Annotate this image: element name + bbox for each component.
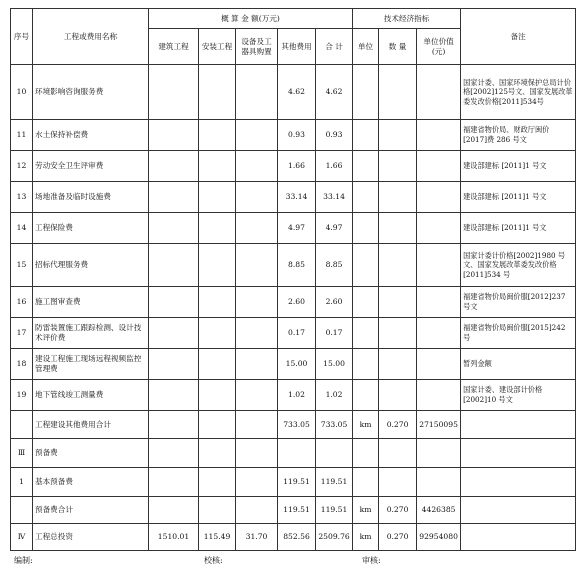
reviewed-by-label: 审核: [362, 556, 381, 565]
cell-other: 8.85 [278, 244, 316, 287]
cell-qty [379, 213, 417, 244]
cell-construction [149, 287, 199, 318]
cell-equipment [236, 349, 278, 380]
cell-other: 15.00 [278, 349, 316, 380]
cell-seq: 19 [11, 380, 33, 411]
prepared-by-label: 编制: [14, 556, 33, 565]
cell-unit [353, 244, 379, 287]
cell-unit [353, 439, 379, 468]
cell-unit-price [417, 349, 461, 380]
cell-construction [149, 182, 199, 213]
cell-installation [199, 120, 236, 151]
cell-equipment [236, 65, 278, 120]
cell-name: 防雷装置施工跟踪检测、设计技术评价费 [33, 318, 149, 349]
header-name: 工程或费用名称 [33, 9, 149, 65]
cell-qty [379, 468, 417, 497]
table-row [11, 213, 576, 244]
cell-seq: 18 [11, 349, 33, 380]
cell-installation [199, 287, 236, 318]
cell-remarks: 建设部建标 [2011]1 号文 [461, 213, 576, 244]
cell-installation [199, 213, 236, 244]
cell-other: 4.62 [278, 65, 316, 120]
table-body [11, 65, 576, 551]
cell-qty [379, 439, 417, 468]
cell-name: 建设工程施工现场远程视频监控管理费 [33, 349, 149, 380]
cell-other: 1.02 [278, 380, 316, 411]
cell-equipment [236, 213, 278, 244]
table-row [11, 349, 576, 380]
cell-qty [379, 349, 417, 380]
cell-construction [149, 497, 199, 524]
header-remarks: 备注 [461, 9, 576, 65]
table-row [11, 287, 576, 318]
cell-construction [149, 65, 199, 120]
cell-equipment [236, 182, 278, 213]
cell-seq: 12 [11, 151, 33, 182]
table-row [11, 65, 576, 120]
cell-equipment [236, 380, 278, 411]
cell-remarks: 暂列金额 [461, 349, 576, 380]
cell-qty [379, 182, 417, 213]
cell-seq [11, 411, 33, 439]
cell-construction [149, 213, 199, 244]
cell-remarks: 国家计委、国家环境保护总局计价格[2002]125号文、国家发展改革委发改价格[2011]534号 [461, 65, 576, 120]
cell-remarks: 福建省物价局闽价服[2012]237 号文 [461, 287, 576, 318]
cell-installation [199, 151, 236, 182]
cell-unit-price: 27150095 [417, 411, 461, 439]
cell-name: 基本预备费 [33, 468, 149, 497]
cell-remarks: 建设部建标 [2011]1 号文 [461, 151, 576, 182]
cell-equipment [236, 497, 278, 524]
header-qty: 数 量 [379, 29, 417, 65]
cell-remarks [461, 497, 576, 524]
cell-name: 劳动安全卫生评审费 [33, 151, 149, 182]
table-row [11, 468, 576, 497]
cell-unit [353, 318, 379, 349]
cell-other: 4.97 [278, 213, 316, 244]
cell-equipment [236, 287, 278, 318]
cell-equipment [236, 120, 278, 151]
cell-construction [149, 318, 199, 349]
table-row [11, 318, 576, 349]
header-equipment: 设备及工器具购置 [236, 29, 278, 65]
cell-seq: 15 [11, 244, 33, 287]
header-seq: 序号 [11, 9, 33, 65]
cell-unit: km [353, 497, 379, 524]
cell-qty: 0.270 [379, 411, 417, 439]
cell-total: 1.66 [316, 151, 353, 182]
cell-unit-price: 4426385 [417, 497, 461, 524]
cell-total: 8.85 [316, 244, 353, 287]
cell-unit-price [417, 318, 461, 349]
header-tech-group: 技术经济指标 [353, 9, 461, 29]
cell-seq: 1 [11, 468, 33, 497]
cell-remarks: 建设部建标 [2011]1 号文 [461, 182, 576, 213]
cell-name: 工程总投资 [33, 524, 149, 551]
cell-name: 招标代理服务费 [33, 244, 149, 287]
cell-total: 15.00 [316, 349, 353, 380]
cell-other [278, 439, 316, 468]
cell-name: 场地准备及临时设施费 [33, 182, 149, 213]
estimate-table [10, 8, 576, 551]
cell-qty [379, 380, 417, 411]
cell-unit: km [353, 524, 379, 551]
cell-unit-price [417, 287, 461, 318]
cell-remarks: 福建省物价局闽价服[2015]242 号 [461, 318, 576, 349]
cell-other: 733.05 [278, 411, 316, 439]
cell-name: 预备费 [33, 439, 149, 468]
checked-by-label: 校核: [204, 556, 223, 565]
cell-name: 水土保持补偿费 [33, 120, 149, 151]
estimate-sheet [10, 8, 575, 551]
cell-unit-price [417, 151, 461, 182]
cell-unit [353, 120, 379, 151]
header-construction: 建筑工程 [149, 29, 199, 65]
cell-remarks [461, 439, 576, 468]
cell-equipment: 31.70 [236, 524, 278, 551]
cell-unit-price [417, 244, 461, 287]
cell-construction [149, 468, 199, 497]
cell-installation [199, 182, 236, 213]
cell-total: 119.51 [316, 468, 353, 497]
cell-remarks: 国家计委计价格[2002]1980 号文、国家发展改革委发改价格[2011]534 号 [461, 244, 576, 287]
cell-other: 119.51 [278, 468, 316, 497]
cell-qty: 0.270 [379, 497, 417, 524]
cell-unit-price [417, 213, 461, 244]
cell-remarks: 福建省物价局、财政厅闽价[2017]费 286 号文 [461, 120, 576, 151]
cell-other: 852.56 [278, 524, 316, 551]
cell-other: 33.14 [278, 182, 316, 213]
cell-unit-price [417, 65, 461, 120]
cell-unit [353, 287, 379, 318]
cell-total: 0.17 [316, 318, 353, 349]
cell-seq: 14 [11, 213, 33, 244]
cell-total: 4.97 [316, 213, 353, 244]
header-unit: 单位 [353, 29, 379, 65]
cell-qty [379, 120, 417, 151]
cell-total [316, 439, 353, 468]
cell-unit: km [353, 411, 379, 439]
cell-name: 环境影响咨询服务费 [33, 65, 149, 120]
cell-unit [353, 213, 379, 244]
cell-construction [149, 244, 199, 287]
header-unit-price: 单位价值(元) [417, 29, 461, 65]
cell-unit-price [417, 468, 461, 497]
cell-installation: 115.49 [199, 524, 236, 551]
header-other: 其他费用 [278, 29, 316, 65]
cell-qty [379, 244, 417, 287]
table-row [11, 439, 576, 468]
table-row [11, 244, 576, 287]
cell-unit-price [417, 182, 461, 213]
cell-seq: 16 [11, 287, 33, 318]
cell-unit [353, 468, 379, 497]
cell-other: 2.60 [278, 287, 316, 318]
cell-total: 33.14 [316, 182, 353, 213]
cell-qty [379, 318, 417, 349]
cell-installation [199, 244, 236, 287]
cell-construction [149, 380, 199, 411]
cell-equipment [236, 151, 278, 182]
cell-remarks: 国家计委、建设部计价格[2002]10 号文 [461, 380, 576, 411]
cell-name: 施工图审查费 [33, 287, 149, 318]
cell-unit-price [417, 439, 461, 468]
cell-construction [149, 151, 199, 182]
table-row [11, 497, 576, 524]
cell-installation [199, 318, 236, 349]
cell-other: 0.17 [278, 318, 316, 349]
cell-remarks [461, 411, 576, 439]
header-estimate-group: 概 算 金 额(万元) [149, 9, 353, 29]
cell-total: 4.62 [316, 65, 353, 120]
cell-other: 1.66 [278, 151, 316, 182]
cell-installation [199, 65, 236, 120]
table-row [11, 411, 576, 439]
cell-unit [353, 349, 379, 380]
cell-equipment [236, 468, 278, 497]
cell-qty: 0.270 [379, 524, 417, 551]
cell-unit [353, 380, 379, 411]
cell-seq: Ⅲ [11, 439, 33, 468]
cell-name: 预备费合计 [33, 497, 149, 524]
cell-remarks [461, 468, 576, 497]
cell-seq [11, 497, 33, 524]
cell-construction [149, 411, 199, 439]
cell-equipment [236, 318, 278, 349]
cell-seq: 13 [11, 182, 33, 213]
cell-equipment [236, 439, 278, 468]
cell-other: 0.93 [278, 120, 316, 151]
cell-construction: 1510.01 [149, 524, 199, 551]
cell-remarks [461, 524, 576, 551]
table-row [11, 120, 576, 151]
cell-total: 2509.76 [316, 524, 353, 551]
cell-name: 地下管线竣工测量费 [33, 380, 149, 411]
signature-footer [14, 555, 574, 569]
cell-qty [379, 287, 417, 318]
cell-qty [379, 65, 417, 120]
cell-unit-price: 92954080 [417, 524, 461, 551]
cell-installation [199, 439, 236, 468]
cell-unit-price [417, 120, 461, 151]
cell-other: 119.51 [278, 497, 316, 524]
cell-construction [149, 120, 199, 151]
cell-total: 0.93 [316, 120, 353, 151]
cell-installation [199, 411, 236, 439]
cell-name: 工程保险费 [33, 213, 149, 244]
table-row [11, 380, 576, 411]
cell-unit [353, 182, 379, 213]
cell-seq: Ⅳ [11, 524, 33, 551]
cell-construction [149, 349, 199, 380]
cell-total: 119.51 [316, 497, 353, 524]
header-installation: 安装工程 [199, 29, 236, 65]
cell-total: 733.05 [316, 411, 353, 439]
cell-seq: 11 [11, 120, 33, 151]
cell-qty [379, 151, 417, 182]
cell-construction [149, 439, 199, 468]
cell-unit [353, 65, 379, 120]
table-row [11, 182, 576, 213]
cell-unit [353, 151, 379, 182]
cell-seq: 17 [11, 318, 33, 349]
cell-installation [199, 349, 236, 380]
cell-installation [199, 380, 236, 411]
table-row [11, 151, 576, 182]
cell-name: 工程建设其他费用合计 [33, 411, 149, 439]
cell-unit-price [417, 380, 461, 411]
header-total: 合 计 [316, 29, 353, 65]
cell-total: 1.02 [316, 380, 353, 411]
table-row [11, 524, 576, 551]
cell-total: 2.60 [316, 287, 353, 318]
cell-seq: 10 [11, 65, 33, 120]
cell-equipment [236, 411, 278, 439]
cell-equipment [236, 244, 278, 287]
cell-installation [199, 497, 236, 524]
cell-installation [199, 468, 236, 497]
